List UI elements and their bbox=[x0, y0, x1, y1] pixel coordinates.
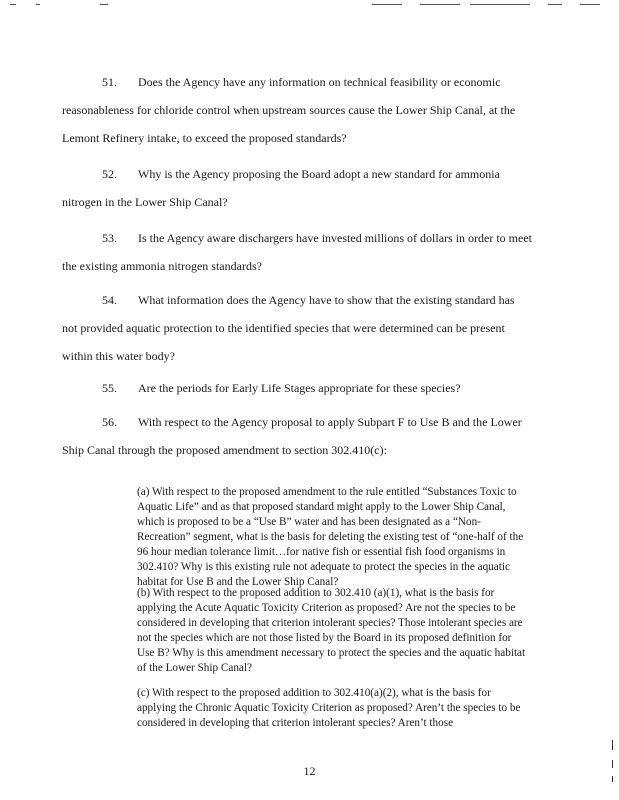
question-51 bbox=[62, 68, 532, 152]
subpart-b: (b) With respect to the proposed addition to 302.410 (a)(1), what is the basis for applying the Acute Aquatic Toxicity Criterion as proposed? Are not the species to be considered in developing that criterion intolerant species? Those intolerant species are not the species which are not those listed by the Board in its proposed definition for Use B? Why is this amendment necessary to protect the species and the aquatic habitat of the Lower Ship Canal? bbox=[137, 587, 526, 674]
scan-artifact-edge bbox=[612, 760, 613, 768]
page-number: 12 bbox=[303, 764, 316, 778]
question-55 bbox=[62, 374, 532, 402]
question-text: With respect to the Agency proposal to apply Subpart F to Use B and the Lower Ship Canal through the proposed amendment to section 302.410(c): bbox=[62, 415, 522, 457]
question-54 bbox=[62, 286, 532, 370]
question-number: 51. bbox=[102, 75, 117, 89]
question-52 bbox=[62, 160, 532, 216]
subpart-a: (a) With respect to the proposed amendment to the rule entitled “Substances Toxic to Aquatic Life” and as that proposed standard might apply to the Lower Ship Canal, which is proposed to be a “Use B” water and has been designated as a “Non-Recreation” segment, what is the basis for deleting the existing test of “one-half of the 96 hour median tolerance limit…for native fish or essential fish food organisms in 302.410? Why is this existing rule not adequate to protect the species in the aquatic habitat for Use B and the Lower Ship Canal? bbox=[137, 486, 524, 588]
question-number: 53. bbox=[102, 231, 117, 245]
question-text: Are the periods for Early Life Stages appropriate for these species? bbox=[138, 381, 461, 395]
question-number: 55. bbox=[102, 381, 117, 395]
scan-artifact-edge bbox=[612, 776, 613, 782]
question-text: What information does the Agency have to show that the existing standard has not provided aquatic protection to the identified species that were determined can be present within this water body? bbox=[62, 293, 515, 363]
question-text: Why is the Agency proposing the Board adopt a new standard for ammonia nitrogen in the Lower Ship Canal? bbox=[62, 167, 500, 209]
question-number: 54. bbox=[102, 293, 117, 307]
question-text: Is the Agency aware dischargers have invested millions of dollars in order to meet the existing ammonia nitrogen standards? bbox=[62, 231, 532, 273]
question-53 bbox=[62, 224, 532, 280]
question-number: 56. bbox=[102, 415, 117, 429]
question-number: 52. bbox=[102, 167, 117, 181]
question-text: Does the Agency have any information on technical feasibility or economic reasonableness for chloride control when upstream sources cause the Lower Ship Canal, at the Lemont Refinery intake, to exceed the proposed standards? bbox=[62, 75, 516, 145]
subpart-c: (c) With respect to the proposed addition to 302.410(a)(2), what is the basis for applying the Chronic Aquatic Toxicity Criterion as proposed? Aren’t the species to be considered in developing that criterion intolerant species? Aren’t those bbox=[137, 687, 521, 729]
question-56 bbox=[62, 408, 532, 464]
scan-artifact-edge bbox=[612, 740, 613, 750]
